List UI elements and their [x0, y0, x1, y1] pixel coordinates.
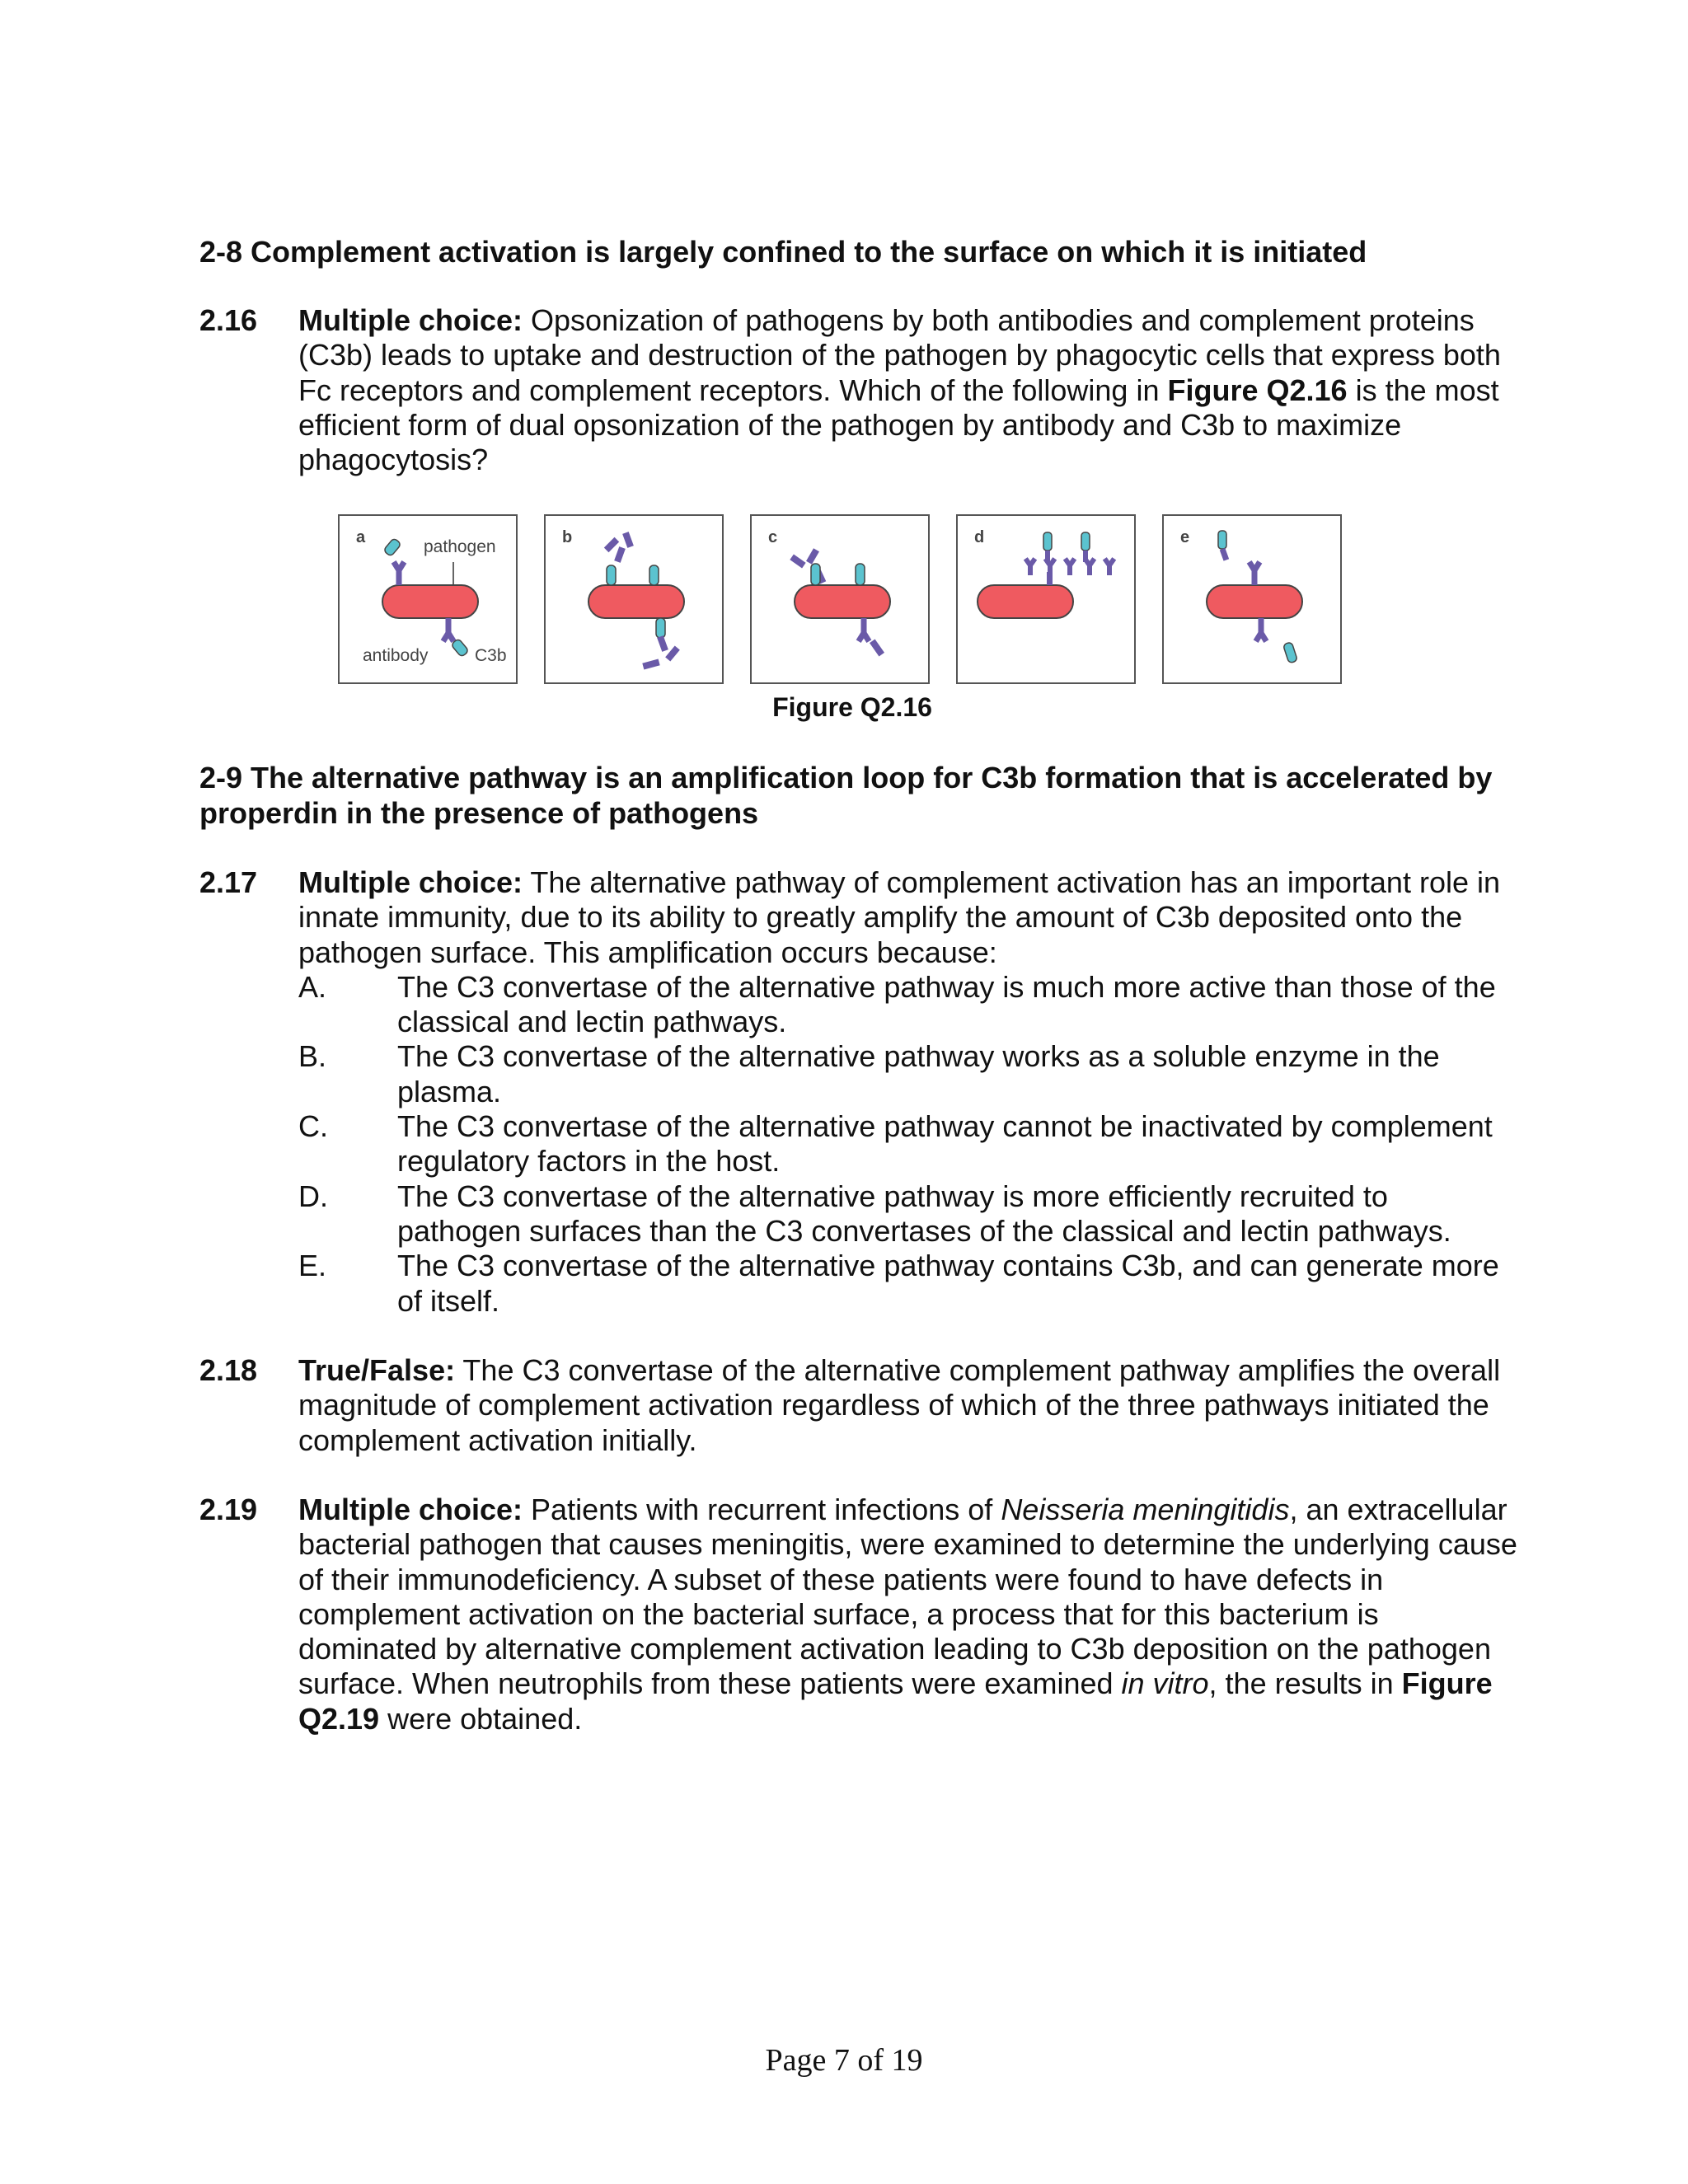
page-number: Page 7 of 19: [765, 2043, 923, 2078]
antibody-stem: [1220, 548, 1229, 561]
c3b-shape: [856, 564, 865, 585]
c3b-shape: [1081, 532, 1090, 551]
c3b-shape: [607, 565, 616, 585]
c3b-shape: [649, 565, 659, 585]
figure-panel-b: [544, 514, 724, 684]
option-a[interactable]: A. The C3 convertase of the alternative pathway is much more active than those of the classical and lectin pathways.: [298, 969, 1496, 1039]
panel-b-diagram: [546, 516, 722, 682]
question-number: 2.18: [199, 1353, 258, 1387]
organism-name: Neisseria meningitidis: [1001, 1493, 1290, 1526]
antibody-callout: antibody: [363, 646, 429, 665]
panel-d-diagram: [958, 516, 1134, 682]
pathogen-shape: [795, 585, 890, 618]
panel-c-diagram: [752, 516, 928, 682]
option-b[interactable]: B. The C3 convertase of the alternative pathway works as a soluble enzyme in the plasma.: [298, 1039, 1440, 1108]
panel-e-diagram: [1164, 516, 1340, 682]
figure-caption: Figure Q2.16: [772, 692, 932, 722]
question-text: True/False: The C3 convertase of the alternative complement pathway amplifies the overall magnitude of complement activation regardless of which of the three pathways initiated the complement activation initially.: [298, 1353, 1501, 1457]
antibody-shape: [1024, 557, 1037, 575]
antibody-shape: [1247, 560, 1263, 585]
section-heading-2-9: 2-9 The alternative pathway is an amplification loop for C3b formation that is accelerated by properdin in the presence of pathogens: [199, 761, 1493, 830]
pathogen-shape: [382, 585, 478, 618]
c3b-shape: [1043, 532, 1052, 551]
antibody-shape: [392, 560, 407, 585]
panel-label: d: [974, 528, 985, 546]
question-text: Multiple choice: Patients with recurrent infections of Neisseria meningitidis, an extracellular bacterial pathogen that causes meningitis, were examined to determine the underlying cause of their immunodeficiency. A subset of these patients were found to have defects in complement activation on the bacterial surface, a process that for this bacterium is dominated by alternative complement activation leading to C3b deposition on the pathogen surface. When neutrophils from these patients were examined in vitro, the results in Figure Q2.19 were obtained.: [298, 1493, 1517, 1736]
figure-panel-a: [338, 514, 518, 684]
panel-a-diagram: [340, 516, 516, 682]
question-number: 2.17: [199, 865, 258, 899]
question-label: Multiple choice:: [298, 303, 523, 337]
pathogen-callout: pathogen: [424, 537, 496, 556]
pathogen-shape: [588, 585, 684, 618]
antibody-stem: [1083, 551, 1088, 562]
c3b-shape: [1283, 642, 1298, 663]
option-d[interactable]: D. The C3 convertase of the alternative pathway is more efficiently recruited to pathogen surfaces than the C3 convertases of the classical and lectin pathways.: [298, 1179, 1451, 1248]
antibody-shape: [614, 546, 626, 563]
question-label: Multiple choice:: [298, 1493, 523, 1526]
antibody-shape: [790, 555, 805, 569]
antibody-stem: [1047, 572, 1053, 585]
question-text: Multiple choice: The alternative pathway of complement activation has an important role in innate immunity, due to its ability to greatly amplify the amount of C3b deposited onto the pathogen surface. This amplification occurs because: A. The C3 convertase of the alternative pathway is much more active than those of the classical and lectin pathways. B. The C3 convertase of the alternative pathway works as a soluble enzyme in the plasma. C. The C3 convertase of the alternative pathway cannot be inactivated by complement regulatory factors in the host. D. The C3 convertase of the alternative pathway is more efficiently recruited to pathogen surfaces than the C3 convertases of the classical and lectin pathways. E. The C3 convertase of the alternative pathway contains C3b, and can generate more of itself.: [298, 865, 1518, 1319]
question-number: 2.19: [199, 1493, 258, 1526]
figure-reference: Figure Q2.19: [298, 1666, 1493, 1736]
antibody-shape: [622, 532, 634, 548]
question-label: True/False:: [298, 1353, 456, 1387]
panel-label: c: [768, 528, 778, 546]
antibody-shape: [856, 618, 872, 643]
panel-label: a: [356, 528, 366, 546]
figure-panel-d: [956, 514, 1136, 684]
antibody-shape: [642, 659, 659, 670]
option-c[interactable]: C. The C3 convertase of the alternative pathway cannot be inactivated by complement regulatory factors in the host.: [298, 1109, 1493, 1179]
c3b-shape: [383, 537, 401, 556]
antibody-shape: [870, 640, 884, 657]
c3b-shape: [656, 618, 665, 638]
c3b-shape: [1218, 531, 1226, 549]
antibody-shape: [1103, 557, 1116, 575]
figure-q2-16: [338, 514, 1352, 689]
antibody-shape: [657, 635, 668, 652]
section-heading-2-8: 2-8 Complement activation is largely confined to the surface on which it is initiated: [199, 235, 1367, 269]
question-text: Multiple choice: Opsonization of pathogens by both antibodies and complement proteins (C3b) leads to uptake and destruction of the pathogen by phagocytic cells that express both Fc receptors and complement receptors. Which of the following in Figure Q2.16 is the most efficient form of dual opsonization of the pathogen by antibody and C3b to maximize phagocytosis?: [298, 303, 1501, 477]
antibody-shape: [441, 618, 457, 643]
antibody-shape: [604, 537, 619, 552]
antibody-shape: [1063, 557, 1076, 575]
question-number: 2.16: [199, 303, 258, 337]
antibody-shape: [806, 548, 819, 565]
pathogen-shape: [978, 585, 1073, 618]
question-label: Multiple choice:: [298, 865, 523, 899]
option-e[interactable]: E. The C3 convertase of the alternative pathway contains C3b, and can generate more of itself.: [298, 1249, 1499, 1318]
c3b-callout: C3b: [475, 646, 507, 665]
panel-label: e: [1180, 528, 1190, 546]
pathogen-shape: [1207, 585, 1302, 618]
antibody-stem: [1045, 551, 1050, 562]
figure-reference: Figure Q2.16: [1167, 373, 1348, 407]
antibody-shape: [1254, 618, 1269, 643]
panel-label: b: [562, 528, 573, 546]
figure-panel-e: [1162, 514, 1342, 684]
c3b-shape: [811, 564, 820, 585]
figure-panel-c: [750, 514, 930, 684]
